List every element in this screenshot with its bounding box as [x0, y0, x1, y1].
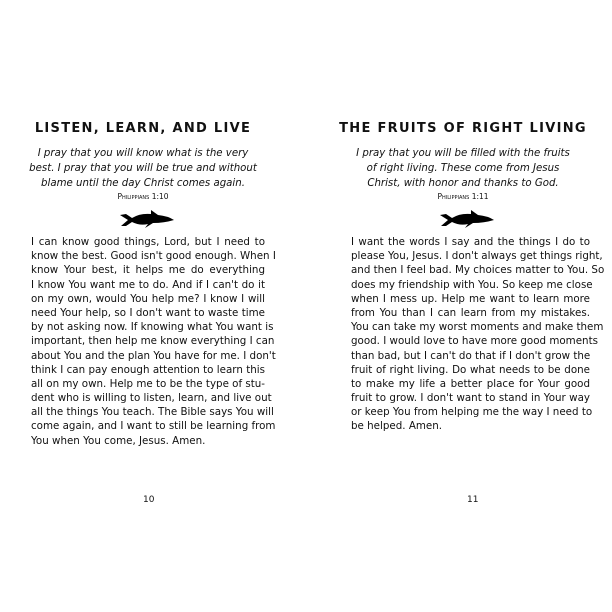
scripture-reference: Philippians 1:10: [117, 192, 169, 201]
body-line: come again, and I want to still be learning from: [31, 420, 276, 433]
body-line: by not asking now. If knowing what You want is: [31, 321, 274, 334]
chapter-title: THE FRUITS OF RIGHT LIVING: [339, 121, 587, 136]
body-line: I know You want me to do. And if I can't do it: [31, 278, 265, 291]
body-line: You can take my worst moments and make them: [351, 321, 604, 334]
quote-line: of right living. These come from Jesus: [366, 163, 560, 174]
scripture-reference: Philippians 1:11: [437, 192, 489, 201]
scripture-quote: [0, 146, 296, 203]
quote-line: Christ, with honor and thanks to God.: [367, 178, 559, 189]
body-line: and then I feel bad. My choices matter to You. So: [351, 264, 605, 277]
body-line: fruit of right living. Do what needs to be done: [351, 363, 590, 376]
page-number: 10: [143, 495, 155, 505]
prayer-text: [31, 235, 276, 448]
body-line: does my friendship with You. So keep me close: [351, 278, 593, 291]
body-line: all the things You teach. The Bible says You will: [31, 406, 274, 419]
body-line: know the best. Good isn't good enough. When I: [31, 250, 276, 263]
quote-line: I pray that you will be filled with the fruits: [356, 148, 570, 159]
right-page: [306, 0, 612, 612]
body-line: all on my own. Help me to be the type of stu-: [31, 377, 266, 390]
body-line: be helped. Amen.: [351, 420, 443, 433]
body-line: good. I would love to have more good moments: [351, 335, 598, 348]
body-line: or keep You from helping me the way I need to: [351, 406, 593, 419]
body-line: dent who is willing to listen, learn, and live out: [31, 392, 272, 405]
prayer-text: [351, 235, 605, 434]
quote-line: blame until the day Christ comes again.: [41, 178, 245, 189]
chapter-title: LISTEN, LEARN, AND LIVE: [34, 121, 252, 136]
body-line: to make my life a better place for Your good: [351, 377, 590, 390]
body-line: I want the words I say and the things I do to: [351, 236, 590, 248]
body-line: You when You come, Jesus. Amen.: [31, 434, 206, 447]
body-line: when I mess up. Help me want to learn more: [351, 292, 590, 305]
body-line: please You, Jesus. I don't always get things right,: [351, 250, 603, 263]
fish-icon: [118, 209, 178, 229]
scripture-quote: [310, 146, 612, 203]
body-line: I can know good things, Lord, but I need to: [31, 236, 265, 248]
body-line: than bad, but I can't do that if I don't grow the: [351, 349, 591, 362]
quote-line: I pray that you will know what is the very: [37, 148, 249, 159]
quote-line: best. I pray that you will be true and without: [29, 163, 257, 174]
page-number: 11: [467, 495, 479, 505]
body-line: about You and the plan You have for me. I don't: [31, 349, 276, 362]
fish-icon: [438, 209, 498, 229]
body-line: on my own, would You help me? I know I will: [31, 292, 265, 305]
body-line: important, then help me know everything I can: [31, 335, 275, 348]
body-line: know Your best, it helps me do everything: [31, 264, 265, 277]
body-line: from You than I can learn from my mistakes.: [351, 306, 590, 319]
body-line: think I can pay enough attention to learn this: [31, 363, 265, 376]
body-line: need Your help, so I don't want to waste time: [31, 306, 265, 319]
body-line: fruit to grow. I don't want to stand in Your way: [351, 392, 590, 405]
